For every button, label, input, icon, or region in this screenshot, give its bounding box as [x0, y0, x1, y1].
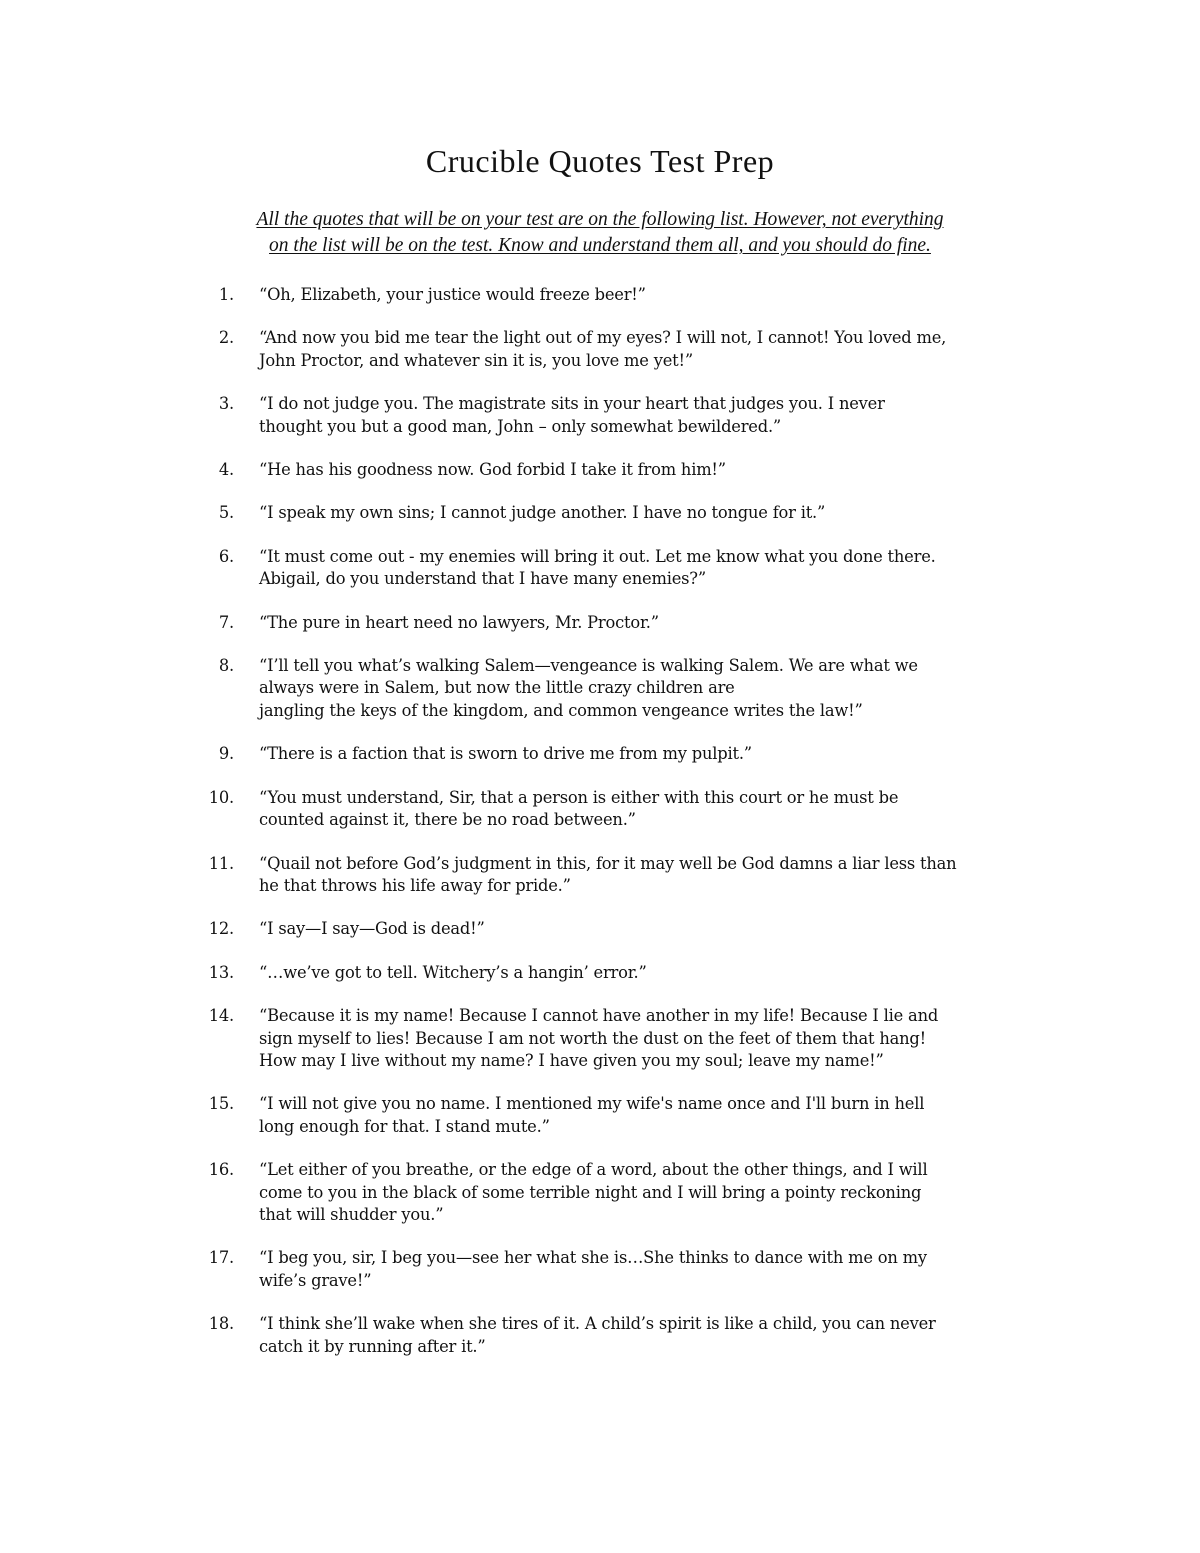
quote-text — [259, 1005, 1069, 1072]
quote-item — [0, 918, 1200, 940]
quote-line: long enough for that. I stand mute.” — [259, 1116, 550, 1136]
quote-number: 13. — [208, 962, 234, 982]
quote-item — [0, 327, 1200, 372]
quote-line: jangling the keys of the kingdom, and common vengeance writes the law!” — [259, 700, 863, 720]
quote-item — [0, 612, 1200, 634]
quote-item — [0, 1159, 1200, 1226]
quote-text — [259, 502, 1069, 524]
quote-number: 18. — [208, 1314, 234, 1334]
quote-number: 7. — [218, 612, 234, 632]
intro-line: on the list will be on the test. Know and understand them all, and you should do fine. — [269, 235, 931, 256]
quote-line: “I think she’ll wake when she tires of it. A child’s spirit is like a child, you can never — [259, 1314, 936, 1334]
quote-line: catch it by running after it.” — [259, 1336, 486, 1356]
quote-text — [259, 393, 1069, 438]
quote-item — [0, 1313, 1200, 1358]
quote-text — [259, 962, 1069, 984]
quote-number: 2. — [218, 328, 234, 348]
quote-item — [0, 962, 1200, 984]
quote-number: 8. — [218, 656, 234, 676]
quote-text — [259, 327, 1069, 372]
quote-line: Abigail, do you understand that I have many enemies?” — [259, 569, 706, 589]
quote-item — [0, 393, 1200, 438]
quote-line: “There is a faction that is sworn to drive me from my pulpit.” — [259, 744, 752, 764]
quote-text — [259, 1159, 1069, 1226]
quote-line: counted against it, there be no road between.” — [259, 810, 636, 830]
quote-line: “Oh, Elizabeth, your justice would freeze beer!” — [259, 285, 646, 304]
quote-number: 15. — [208, 1094, 234, 1114]
quote-number: 12. — [208, 919, 234, 939]
quote-line: “Let either of you breathe, or the edge of a word, about the other things, and I will — [259, 1160, 928, 1180]
quote-item — [0, 502, 1200, 524]
quote-text — [259, 546, 1069, 591]
quote-line: “You must understand, Sir, that a person is either with this court or he must be — [259, 787, 899, 807]
quote-number: 10. — [208, 787, 234, 807]
quote-text — [259, 787, 1069, 832]
intro-line: All the quotes that will be on your test are on the following list. However, not everything — [256, 209, 944, 230]
quote-list — [0, 284, 1200, 1379]
quote-line: he that throws his life away for pride.” — [259, 875, 571, 895]
quote-line: “I’ll tell you what’s walking Salem—vengeance is walking Salem. We are what we — [259, 656, 918, 676]
quote-text — [259, 1313, 1069, 1358]
page-title: Crucible Quotes Test Prep — [425, 143, 775, 179]
quote-item — [0, 284, 1200, 306]
quote-line: thought you but a good man, John – only somewhat bewildered.” — [259, 416, 782, 436]
quote-number: 6. — [218, 546, 234, 566]
quote-number: 3. — [218, 394, 234, 414]
quote-item — [0, 459, 1200, 481]
quote-line: “Because it is my name! Because I cannot have another in my life! Because I lie and — [259, 1006, 939, 1026]
quote-line: sign myself to lies! Because I am not worth the dust on the feet of them that hang! — [259, 1028, 926, 1048]
quote-line: “I will not give you no name. I mentioned my wife's name once and I'll burn in hell — [259, 1094, 925, 1114]
quote-line: “…we’ve got to tell. Witchery’s a hangin’ error.” — [259, 962, 647, 982]
quote-item — [0, 853, 1200, 898]
quote-text — [259, 612, 1069, 634]
quote-item — [0, 787, 1200, 832]
quote-number: 4. — [218, 460, 234, 480]
quote-line: come to you in the black of some terrible night and I will bring a pointy reckoning — [259, 1182, 922, 1202]
quote-item — [0, 655, 1200, 722]
quote-item — [0, 1005, 1200, 1072]
quote-text — [259, 853, 1069, 898]
quote-line: that will shudder you.” — [259, 1204, 444, 1224]
quote-text — [259, 284, 1069, 306]
quote-text — [259, 918, 1069, 940]
quote-line: wife’s grave!” — [259, 1270, 372, 1290]
quote-line: always were in Salem, but now the little crazy children are — [259, 678, 735, 698]
quote-line: “And now you bid me tear the light out of my eyes? I will not, I cannot! You loved me, — [259, 328, 947, 348]
quote-text — [259, 1247, 1069, 1292]
quote-line: “He has his goodness now. God forbid I take it from him!” — [259, 460, 726, 480]
quote-number: 1. — [218, 285, 234, 304]
intro-instructions — [140, 207, 1060, 259]
quote-text — [259, 459, 1069, 481]
quote-text — [259, 655, 1069, 722]
quote-text — [259, 1093, 1069, 1138]
quote-number: 17. — [208, 1248, 234, 1268]
quote-item — [0, 1093, 1200, 1138]
quote-line: John Proctor, and whatever sin it is, you love me yet!” — [259, 350, 693, 370]
quote-line: “It must come out - my enemies will bring it out. Let me know what you done there. — [259, 546, 936, 566]
quote-line: “I do not judge you. The magistrate sits in your heart that judges you. I never — [259, 394, 885, 414]
quote-line: “Quail not before God’s judgment in this, for it may well be God damns a liar less than — [259, 853, 957, 873]
quote-item — [0, 1247, 1200, 1292]
quote-number: 11. — [208, 853, 234, 873]
quote-line: “I speak my own sins; I cannot judge another. I have no tongue for it.” — [259, 503, 826, 523]
quote-number: 9. — [218, 744, 234, 764]
quote-number: 14. — [208, 1006, 234, 1026]
quote-text — [259, 743, 1069, 765]
quote-item — [0, 546, 1200, 591]
quote-item — [0, 743, 1200, 765]
quote-number: 5. — [218, 503, 234, 523]
quote-line: “I beg you, sir, I beg you—see her what she is…She thinks to dance with me on my — [259, 1248, 927, 1268]
quote-line: How may I live without my name? I have given you my soul; leave my name!” — [259, 1050, 884, 1070]
quote-line: “I say—I say—God is dead!” — [259, 919, 485, 939]
quote-line: “The pure in heart need no lawyers, Mr. Proctor.” — [259, 612, 659, 632]
quote-number: 16. — [208, 1160, 234, 1180]
